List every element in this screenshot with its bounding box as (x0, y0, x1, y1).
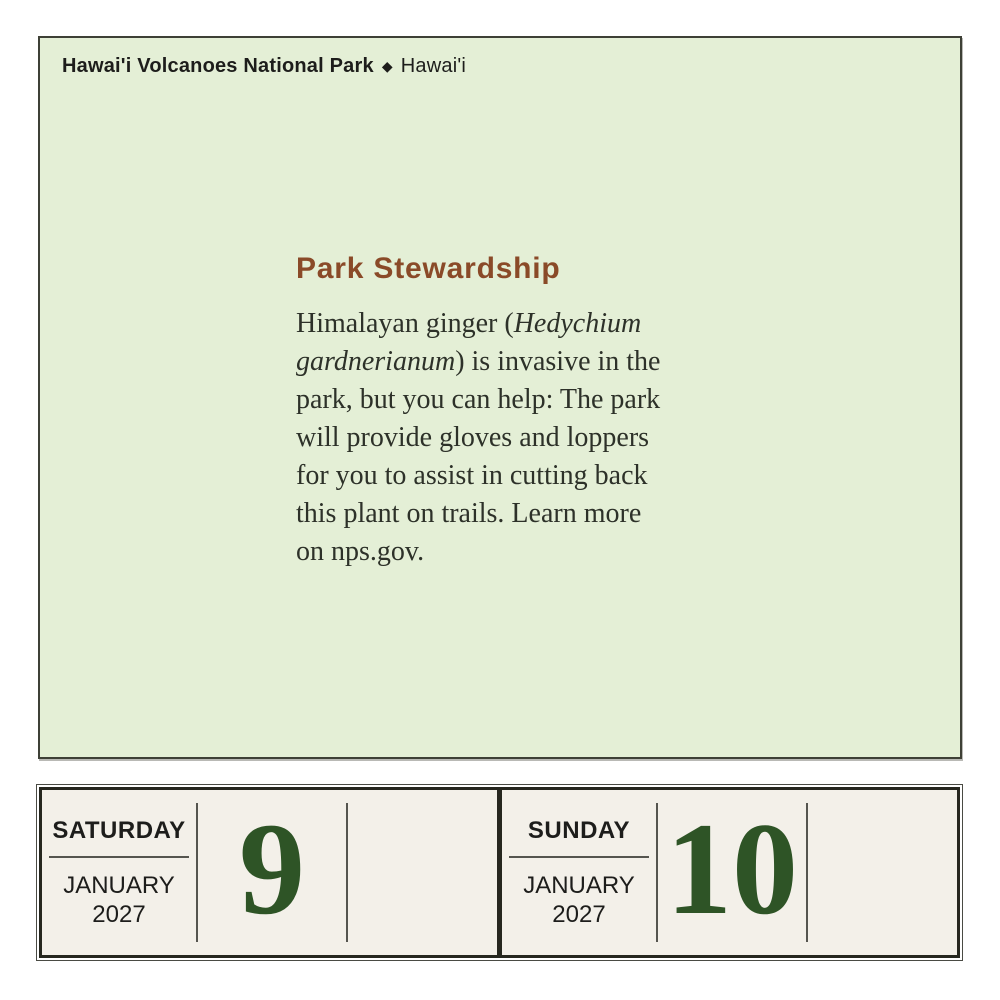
notes-space (808, 790, 957, 955)
date-number: 10 (666, 795, 798, 942)
story-text-italic: Hedychium (513, 308, 642, 339)
story-line: for you to assist in cutting back (296, 460, 648, 491)
story-line: on nps.gov. (296, 536, 425, 567)
day-cell-saturday (42, 790, 497, 955)
story-text: ) is invasive in the (455, 346, 661, 377)
day-month: JANUARY (63, 871, 175, 899)
story-line (296, 305, 660, 343)
story-line (296, 343, 660, 381)
story-text: Himalayan ginger ( (296, 308, 514, 339)
day-rule-divider (509, 856, 649, 858)
story-text-italic: gardnerianum (296, 346, 456, 377)
notes-space (348, 790, 497, 955)
story-body (296, 305, 660, 571)
story-line: will provide gloves and loppers (296, 422, 650, 453)
date-bar (36, 784, 963, 961)
story-line: park, but you can help: The park (296, 384, 661, 415)
day-month: JANUARY (523, 871, 635, 899)
day-name: SUNDAY (527, 816, 631, 844)
day-meta-saturday (42, 790, 196, 955)
calendar-story-card (38, 36, 962, 759)
story-block (296, 252, 660, 571)
park-state: Hawai'i (400, 55, 467, 77)
story-line: this plant on trails. Learn more (296, 498, 642, 529)
day-cell-sunday (502, 790, 957, 955)
park-header (62, 55, 466, 78)
day-year: 2027 (92, 900, 146, 928)
story-title: Park Stewardship (296, 252, 561, 285)
day-year: 2027 (552, 900, 606, 928)
diamond-icon: ◆ (381, 58, 393, 75)
day-rule-divider (49, 856, 189, 858)
date-bar-inner (39, 787, 960, 958)
date-number: 9 (239, 795, 305, 942)
day-meta-sunday (502, 790, 656, 955)
park-name: Hawai'i Volcanoes National Park (62, 55, 374, 77)
day-name: SATURDAY (52, 816, 186, 844)
